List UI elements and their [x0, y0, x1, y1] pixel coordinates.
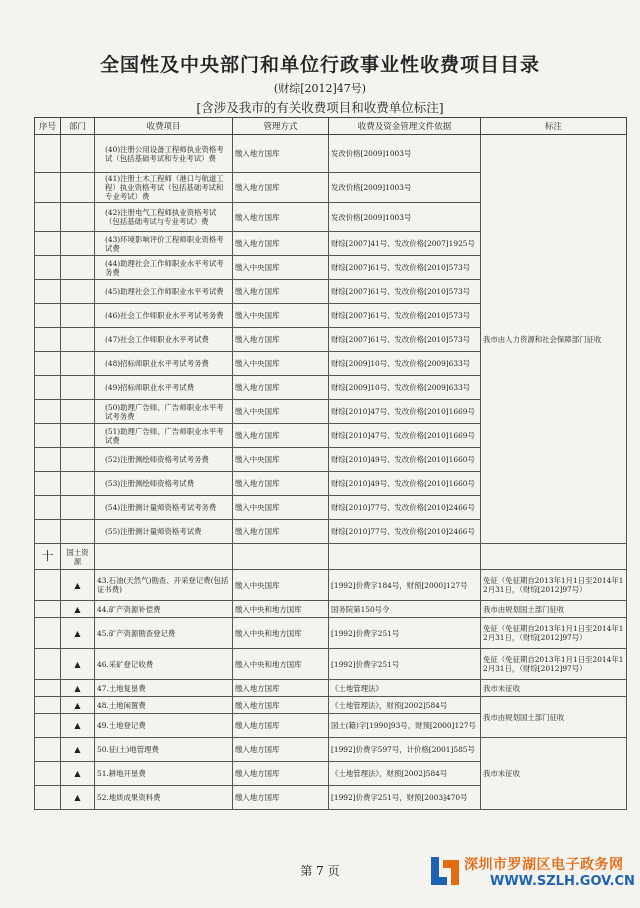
- cell-number: [35, 496, 61, 520]
- cell-number: [35, 448, 61, 472]
- cell-remark: 免征（免征期自2013年1月1日至2014年12月31日，（财综[2012]97号）: [481, 618, 627, 649]
- cell-number: [35, 649, 61, 680]
- cell-item: 46.采矿登记收费: [95, 649, 233, 680]
- cell-management: 缴入中央国库: [233, 570, 329, 601]
- cell-number: [35, 697, 61, 714]
- cell-dept: [61, 280, 95, 304]
- cell-basis: 国务院第150号令: [329, 601, 481, 618]
- cell-item: (43)环境影响评价工程师职业资格考试费: [95, 232, 233, 256]
- section-marker: 十: [35, 544, 61, 570]
- cell-remark: 我市未征收: [481, 738, 627, 810]
- cell-management: 缴入中央国库: [233, 400, 329, 424]
- triangle-mark: ▲: [61, 649, 95, 680]
- cell-number: [35, 304, 61, 328]
- cell-number: [35, 570, 61, 601]
- cell-remark: [481, 544, 627, 570]
- cell-item: (40)注册公用设备工程师执业资格考试（包括基础考试和专业考试）费: [95, 135, 233, 173]
- cell-number: [35, 714, 61, 738]
- cell-item: (48)招标师职业水平考试考务费: [95, 352, 233, 376]
- cell-number: [35, 352, 61, 376]
- cell-item: (47)社会工作师职业水平考试费: [95, 328, 233, 352]
- cell-management: 缴入中央国库: [233, 496, 329, 520]
- triangle-mark: ▲: [61, 786, 95, 810]
- cell-remark: 我市由规划国土部门征收: [481, 697, 627, 738]
- cell-basis: 财综[2010]77号、发改价格[2010]2466号: [329, 520, 481, 544]
- cell-item: (49)招标师职业水平考试费: [95, 376, 233, 400]
- cell-remark: 免征（免征期自2013年1月1日至2014年12月31日，（财综[2012]97号）: [481, 570, 627, 601]
- cell-number: [35, 135, 61, 173]
- cell-management: 缴入地方国库: [233, 697, 329, 714]
- cell-number: [35, 520, 61, 544]
- cell-remark: 我市由规划国土部门征收: [481, 601, 627, 618]
- cell-basis: 财综[2007]61号、发改价格[2010]573号: [329, 304, 481, 328]
- cell-item: 50.征(土)地管理费: [95, 738, 233, 762]
- cell-item: (50)助理广告师、广告师职业水平考试考务费: [95, 400, 233, 424]
- cell-management: 缴入地方国库: [233, 376, 329, 400]
- table-row: [35, 649, 627, 680]
- col-header-number: 序号: [35, 118, 61, 135]
- logo-site-url: WWW.SZLH.GOV.CN: [490, 874, 635, 889]
- table-row: [35, 680, 627, 697]
- table-row: [35, 601, 627, 618]
- cell-management: 缴入中央国库: [233, 448, 329, 472]
- cell-basis: 财综[2007]41号、发改价格[2007]1925号: [329, 232, 481, 256]
- cell-management: 缴入地方国库: [233, 472, 329, 496]
- cell-number: [35, 328, 61, 352]
- table-row: [35, 697, 627, 714]
- cell-item: (54)注册测计量师资格考试考务费: [95, 496, 233, 520]
- cell-dept: [61, 256, 95, 280]
- triangle-mark: ▲: [61, 762, 95, 786]
- cell-management: 缴入地方国库: [233, 714, 329, 738]
- cell-management: 缴入中央国库: [233, 352, 329, 376]
- triangle-mark: ▲: [61, 697, 95, 714]
- triangle-mark: ▲: [61, 618, 95, 649]
- cell-management: 缴入地方国库: [233, 135, 329, 173]
- cell-management: 缴入中央和地方国库: [233, 618, 329, 649]
- cell-item: (45)助理社会工作师职业水平考试费: [95, 280, 233, 304]
- cell-basis: 财综[2007]61号、发改价格[2010]573号: [329, 280, 481, 304]
- cell-management: 缴入地方国库: [233, 173, 329, 203]
- cell-management: 缴入地方国库: [233, 762, 329, 786]
- cell-item: 47.土地复垦费: [95, 680, 233, 697]
- cell-dept: [61, 328, 95, 352]
- table-row: [35, 618, 627, 649]
- cell-number: [35, 738, 61, 762]
- cell-number: [35, 203, 61, 232]
- cell-management: 缴入地方国库: [233, 738, 329, 762]
- cell-item: (53)注册测绘师资格考试费: [95, 472, 233, 496]
- cell-basis: 财综[2007]61号、发改价格[2010]573号: [329, 256, 481, 280]
- triangle-mark: ▲: [61, 601, 95, 618]
- cell-basis: 财综[2009]10号、发改价格[2009]633号: [329, 376, 481, 400]
- cell-number: [35, 376, 61, 400]
- cell-item: (44)助理社会工作师职业水平考试考务费: [95, 256, 233, 280]
- table-header-row: [35, 118, 627, 135]
- cell-basis: [1992]价费字251号，财预[2003]470号: [329, 786, 481, 810]
- site-logo: [428, 850, 638, 896]
- cell-number: [35, 472, 61, 496]
- cell-remark: 我市由人力资源和社会保障部门征收: [481, 135, 627, 544]
- cell-number: [35, 232, 61, 256]
- cell-item: (52)注册测绘师资格考试考务费: [95, 448, 233, 472]
- cell-basis: [1992]价费字251号: [329, 649, 481, 680]
- cell-basis: 财综[2010]49号、发改价格[2010]1660号: [329, 448, 481, 472]
- cell-remark: 我市未征收: [481, 680, 627, 697]
- cell-management: 缴入地方国库: [233, 680, 329, 697]
- cell-basis: [329, 544, 481, 570]
- cell-dept: [61, 232, 95, 256]
- annotation-note: [含涉及我市的有关收费项目和收费单位标注]: [196, 100, 444, 115]
- cell-number: [35, 618, 61, 649]
- cell-number: [35, 280, 61, 304]
- cell-basis: 财综[2010]49号、发改价格[2010]1660号: [329, 472, 481, 496]
- cell-dept: [61, 352, 95, 376]
- cell-basis: 财综[2009]10号、发改价格[2009]633号: [329, 352, 481, 376]
- cell-management: 缴入地方国库: [233, 280, 329, 304]
- cell-number: [35, 400, 61, 424]
- document-number: (财综[2012]47号): [273, 82, 367, 95]
- cell-basis: 财综[2007]61号、发改价格[2010]573号: [329, 328, 481, 352]
- cell-basis: [1992]价费字597号，计价格[2001]585号: [329, 738, 481, 762]
- cell-basis: 财综[2010]47号、发改价格[2010]1669号: [329, 400, 481, 424]
- cell-basis: 《土地管理法》，财预[2002]584号: [329, 697, 481, 714]
- triangle-mark: ▲: [61, 714, 95, 738]
- cell-basis: [1992]价费字184号，财预[2000]127号: [329, 570, 481, 601]
- table-row: [35, 135, 627, 173]
- cell-dept: [61, 472, 95, 496]
- cell-item: (51)助理广告师、广告师职业水平考试费: [95, 424, 233, 448]
- logo-mark-icon: [428, 854, 462, 888]
- cell-management: 缴入地方国库: [233, 203, 329, 232]
- cell-item: 44.矿产资源补偿费: [95, 601, 233, 618]
- cell-dept: [61, 203, 95, 232]
- col-header-management: 管理方式: [233, 118, 329, 135]
- cell-item: 49.土地登记费: [95, 714, 233, 738]
- cell-management: 缴入地方国库: [233, 424, 329, 448]
- cell-item: (55)注册测计量师资格考试费: [95, 520, 233, 544]
- cell-basis: 《土地管理法》，财预[2002]584号: [329, 762, 481, 786]
- table-row: [35, 570, 627, 601]
- cell-item: (41)注册土木工程师（港口与航道工程）执业资格考试（包括基础考试和专业考试）费: [95, 173, 233, 203]
- cell-number: [35, 256, 61, 280]
- cell-basis: 《土地管理法》: [329, 680, 481, 697]
- page-number: 第 7 页: [300, 864, 340, 878]
- cell-management: 缴入地方国库: [233, 328, 329, 352]
- cell-management: 缴入地方国库: [233, 232, 329, 256]
- cell-dept: [61, 304, 95, 328]
- cell-dept: [61, 424, 95, 448]
- cell-basis: 发改价格[2009]1003号: [329, 173, 481, 203]
- page-title: 全国性及中央部门和单位行政事业性收费项目目录: [99, 54, 540, 76]
- cell-dept: [61, 400, 95, 424]
- cell-basis: 财综[2010]77号、发改价格[2010]2466号: [329, 496, 481, 520]
- cell-number: [35, 786, 61, 810]
- cell-number: [35, 762, 61, 786]
- triangle-mark: ▲: [61, 738, 95, 762]
- col-header-dept: 部门: [61, 118, 95, 135]
- cell-basis: 发改价格[2009]1003号: [329, 203, 481, 232]
- cell-management: 缴入地方国库: [233, 520, 329, 544]
- logo-site-name: 深圳市罗湖区电子政务网: [464, 857, 624, 873]
- cell-item: 51.耕地开垦费: [95, 762, 233, 786]
- cell-basis: 财综[2010]47号、发改价格[2010]1669号: [329, 424, 481, 448]
- cell-item: (42)注册电气工程师执业资格考试（包括基础考试与专业考试）费: [95, 203, 233, 232]
- cell-dept: [61, 520, 95, 544]
- cell-management: 缴入中央国库: [233, 304, 329, 328]
- cell-basis: 国土(籍)字[1990]93号，财预[2000]127号: [329, 714, 481, 738]
- cell-number: [35, 173, 61, 203]
- cell-management: 缴入中央国库: [233, 256, 329, 280]
- cell-item: 43.石油(天然气)勘查、开采登记费(包括证书费): [95, 570, 233, 601]
- cell-number: [35, 680, 61, 697]
- cell-dept: [61, 448, 95, 472]
- col-header-basis: 收费及资金管理文件依据: [329, 118, 481, 135]
- cell-item: (46)社会工作师职业水平考试考务费: [95, 304, 233, 328]
- cell-item: [95, 544, 233, 570]
- cell-management: 缴入中央和地方国库: [233, 649, 329, 680]
- triangle-mark: ▲: [61, 680, 95, 697]
- fee-table: [34, 117, 627, 810]
- cell-dept: [61, 135, 95, 173]
- table-row: [35, 738, 627, 762]
- cell-basis: 发改价格[2009]1003号: [329, 135, 481, 173]
- triangle-mark: ▲: [61, 570, 95, 601]
- cell-item: 48.土地闲置费: [95, 697, 233, 714]
- cell-remark: 免征（免征期自2013年1月1日至2014年12月31日，（财综[2012]97号）: [481, 649, 627, 680]
- cell-management: 缴入地方国库: [233, 786, 329, 810]
- cell-number: [35, 424, 61, 448]
- section-dept: 国土资源: [61, 544, 95, 570]
- cell-number: [35, 601, 61, 618]
- cell-management: [233, 544, 329, 570]
- cell-basis: [1992]价费字251号: [329, 618, 481, 649]
- table-row: [35, 544, 627, 570]
- cell-dept: [61, 496, 95, 520]
- cell-item: 45.矿产资源勘查登记费: [95, 618, 233, 649]
- cell-management: 缴入中央和地方国库: [233, 601, 329, 618]
- cell-item: 52.地质成果资料费: [95, 786, 233, 810]
- cell-dept: [61, 376, 95, 400]
- col-header-item: 收费项目: [95, 118, 233, 135]
- col-header-remark: 标注: [481, 118, 627, 135]
- cell-dept: [61, 173, 95, 203]
